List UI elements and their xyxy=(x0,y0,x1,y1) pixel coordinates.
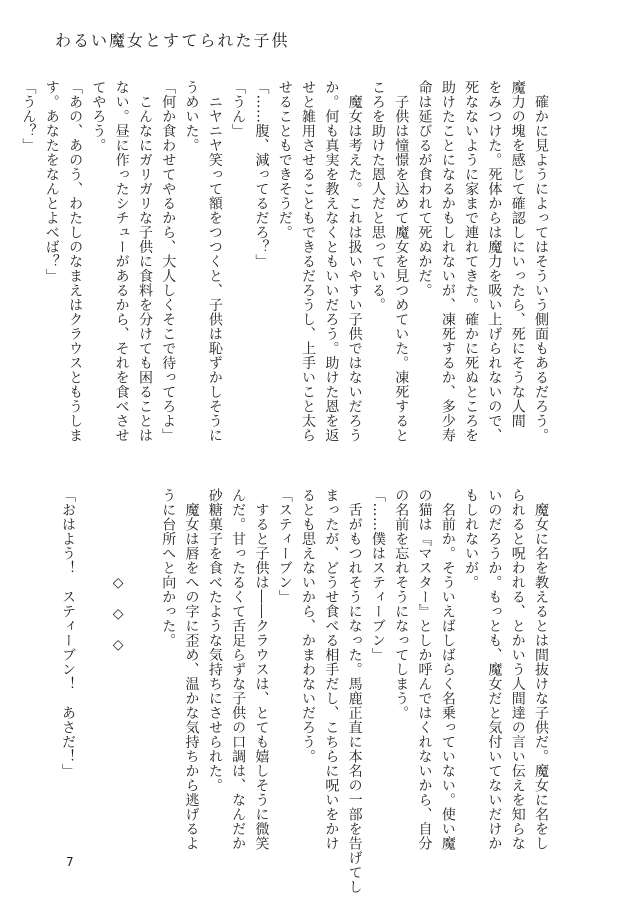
text-line: 助けたことになるかもしれないが、凍死するか、多少寿 xyxy=(439,80,456,443)
text-line: せと雑用させることもできるだろうし、上手いこと太ら xyxy=(300,80,317,443)
text-line: 命は延びるが食われて死ぬかだ。 xyxy=(416,80,433,298)
text-line: 「あの、あのう、わたしのなまえはクラウスともうしま xyxy=(67,80,84,443)
text-line: の名前を忘れそうになってしまう。 xyxy=(393,488,410,720)
text-line: ない。昼に作ったシチューがあるから、それを食べさせ xyxy=(113,80,130,443)
text-line: 砂糖菓子を食べたような気持ちにさせられた。 xyxy=(206,488,223,793)
text-line: ニヤニヤ笑って額をつつくと、子供は恥ずかしそうに xyxy=(206,80,223,443)
text-line: 「うん？」 xyxy=(20,80,37,153)
text-line: うめいた。 xyxy=(183,80,200,153)
text-line: の猫は『マスター』としか呼んではくれないから、自分 xyxy=(416,488,433,851)
text-column-top xyxy=(20,80,549,450)
text-line: 死なないように家まで連れてきた。確かに死ぬところを xyxy=(463,80,480,443)
text-column-bottom xyxy=(60,488,549,894)
text-line: 「うん」 xyxy=(230,80,247,138)
text-line: す。あなたをなんとよべば？」 xyxy=(43,80,60,283)
text-line: 子供は憧憬を込めて魔女を見つめていた。凍死すると xyxy=(393,80,410,443)
page-title: わるい魔女とすてられた子供 xyxy=(55,31,290,50)
text-line: ◇ ◇ ◇ xyxy=(110,488,127,654)
text-line: 「スティーブン」 xyxy=(276,488,293,604)
text-line: 「……僕はスティーブン」 xyxy=(369,488,386,662)
text-line: 魔女は考えた。これは扱いやすい子供ではないだろう xyxy=(346,80,363,443)
text-line: 「……腹、減ってるだろ？」 xyxy=(253,80,270,269)
text-line: んだ。甘ったるくて舌足らずな子供の口調は、なんだか xyxy=(230,488,247,851)
text-line xyxy=(133,488,139,828)
text-line: か。何も真実を教えなくともいいだろう。助けた恩を返 xyxy=(323,80,340,443)
text-line: てやろう。 xyxy=(90,80,107,153)
text-line: 魔女に名を教えるとは間抜けな子供だ。魔女に名をし xyxy=(533,488,549,851)
text-line: 舌がもつれそうになった。馬鹿正直に本名の一部を告げてし xyxy=(346,488,363,894)
text-line: られると呪われる、とかいう人間達の言い伝えを知らな xyxy=(509,488,526,851)
text-line xyxy=(97,488,103,828)
text-line xyxy=(83,488,89,828)
text-line: 魔力の塊を感じて確認しにいったら、死にそうな人間 xyxy=(509,80,526,428)
text-line: をみつけた。死体からは魔力を吸い上げられないので、 xyxy=(486,80,503,443)
text-line: こんなにガリガリな子供に食料を分けても困ることは xyxy=(136,80,153,443)
text-line: ころを助けた恩人だと思っている。 xyxy=(369,80,386,312)
text-line xyxy=(147,488,153,828)
text-line: 「おはよう！ スティーブン！ あさだ！」 xyxy=(60,488,77,778)
text-line: すると子供は――クラウスは、とても嬉しそうに微笑 xyxy=(253,488,270,851)
text-line: 魔女は唇をへの字に歪め、温かな気持ちから逃げるよ xyxy=(183,488,200,851)
text-line: せることもできそうだ。 xyxy=(276,80,293,240)
text-line: もしれないが。 xyxy=(463,488,480,590)
text-line: 名前か。そういえばしばらく名乗っていない。使い魔 xyxy=(439,488,456,851)
text-line: まったが、どうせ食べる相手だし、こちらに呪いをかけ xyxy=(323,488,340,851)
text-line: 確かに見ようによってはそういう側面もあるだろう。 xyxy=(533,80,549,443)
text-line: るとも思えないから、かまわないだろう。 xyxy=(300,488,317,764)
text-line: うに台所へと向かった。 xyxy=(160,488,177,648)
page-number: 7 xyxy=(66,855,74,869)
text-line: 「何か食わせてやるから、大人しくそこで待ってろよ」 xyxy=(160,80,177,443)
text-line: いのだろうか。もっとも、魔女だと気付いてないだけか xyxy=(486,488,503,851)
